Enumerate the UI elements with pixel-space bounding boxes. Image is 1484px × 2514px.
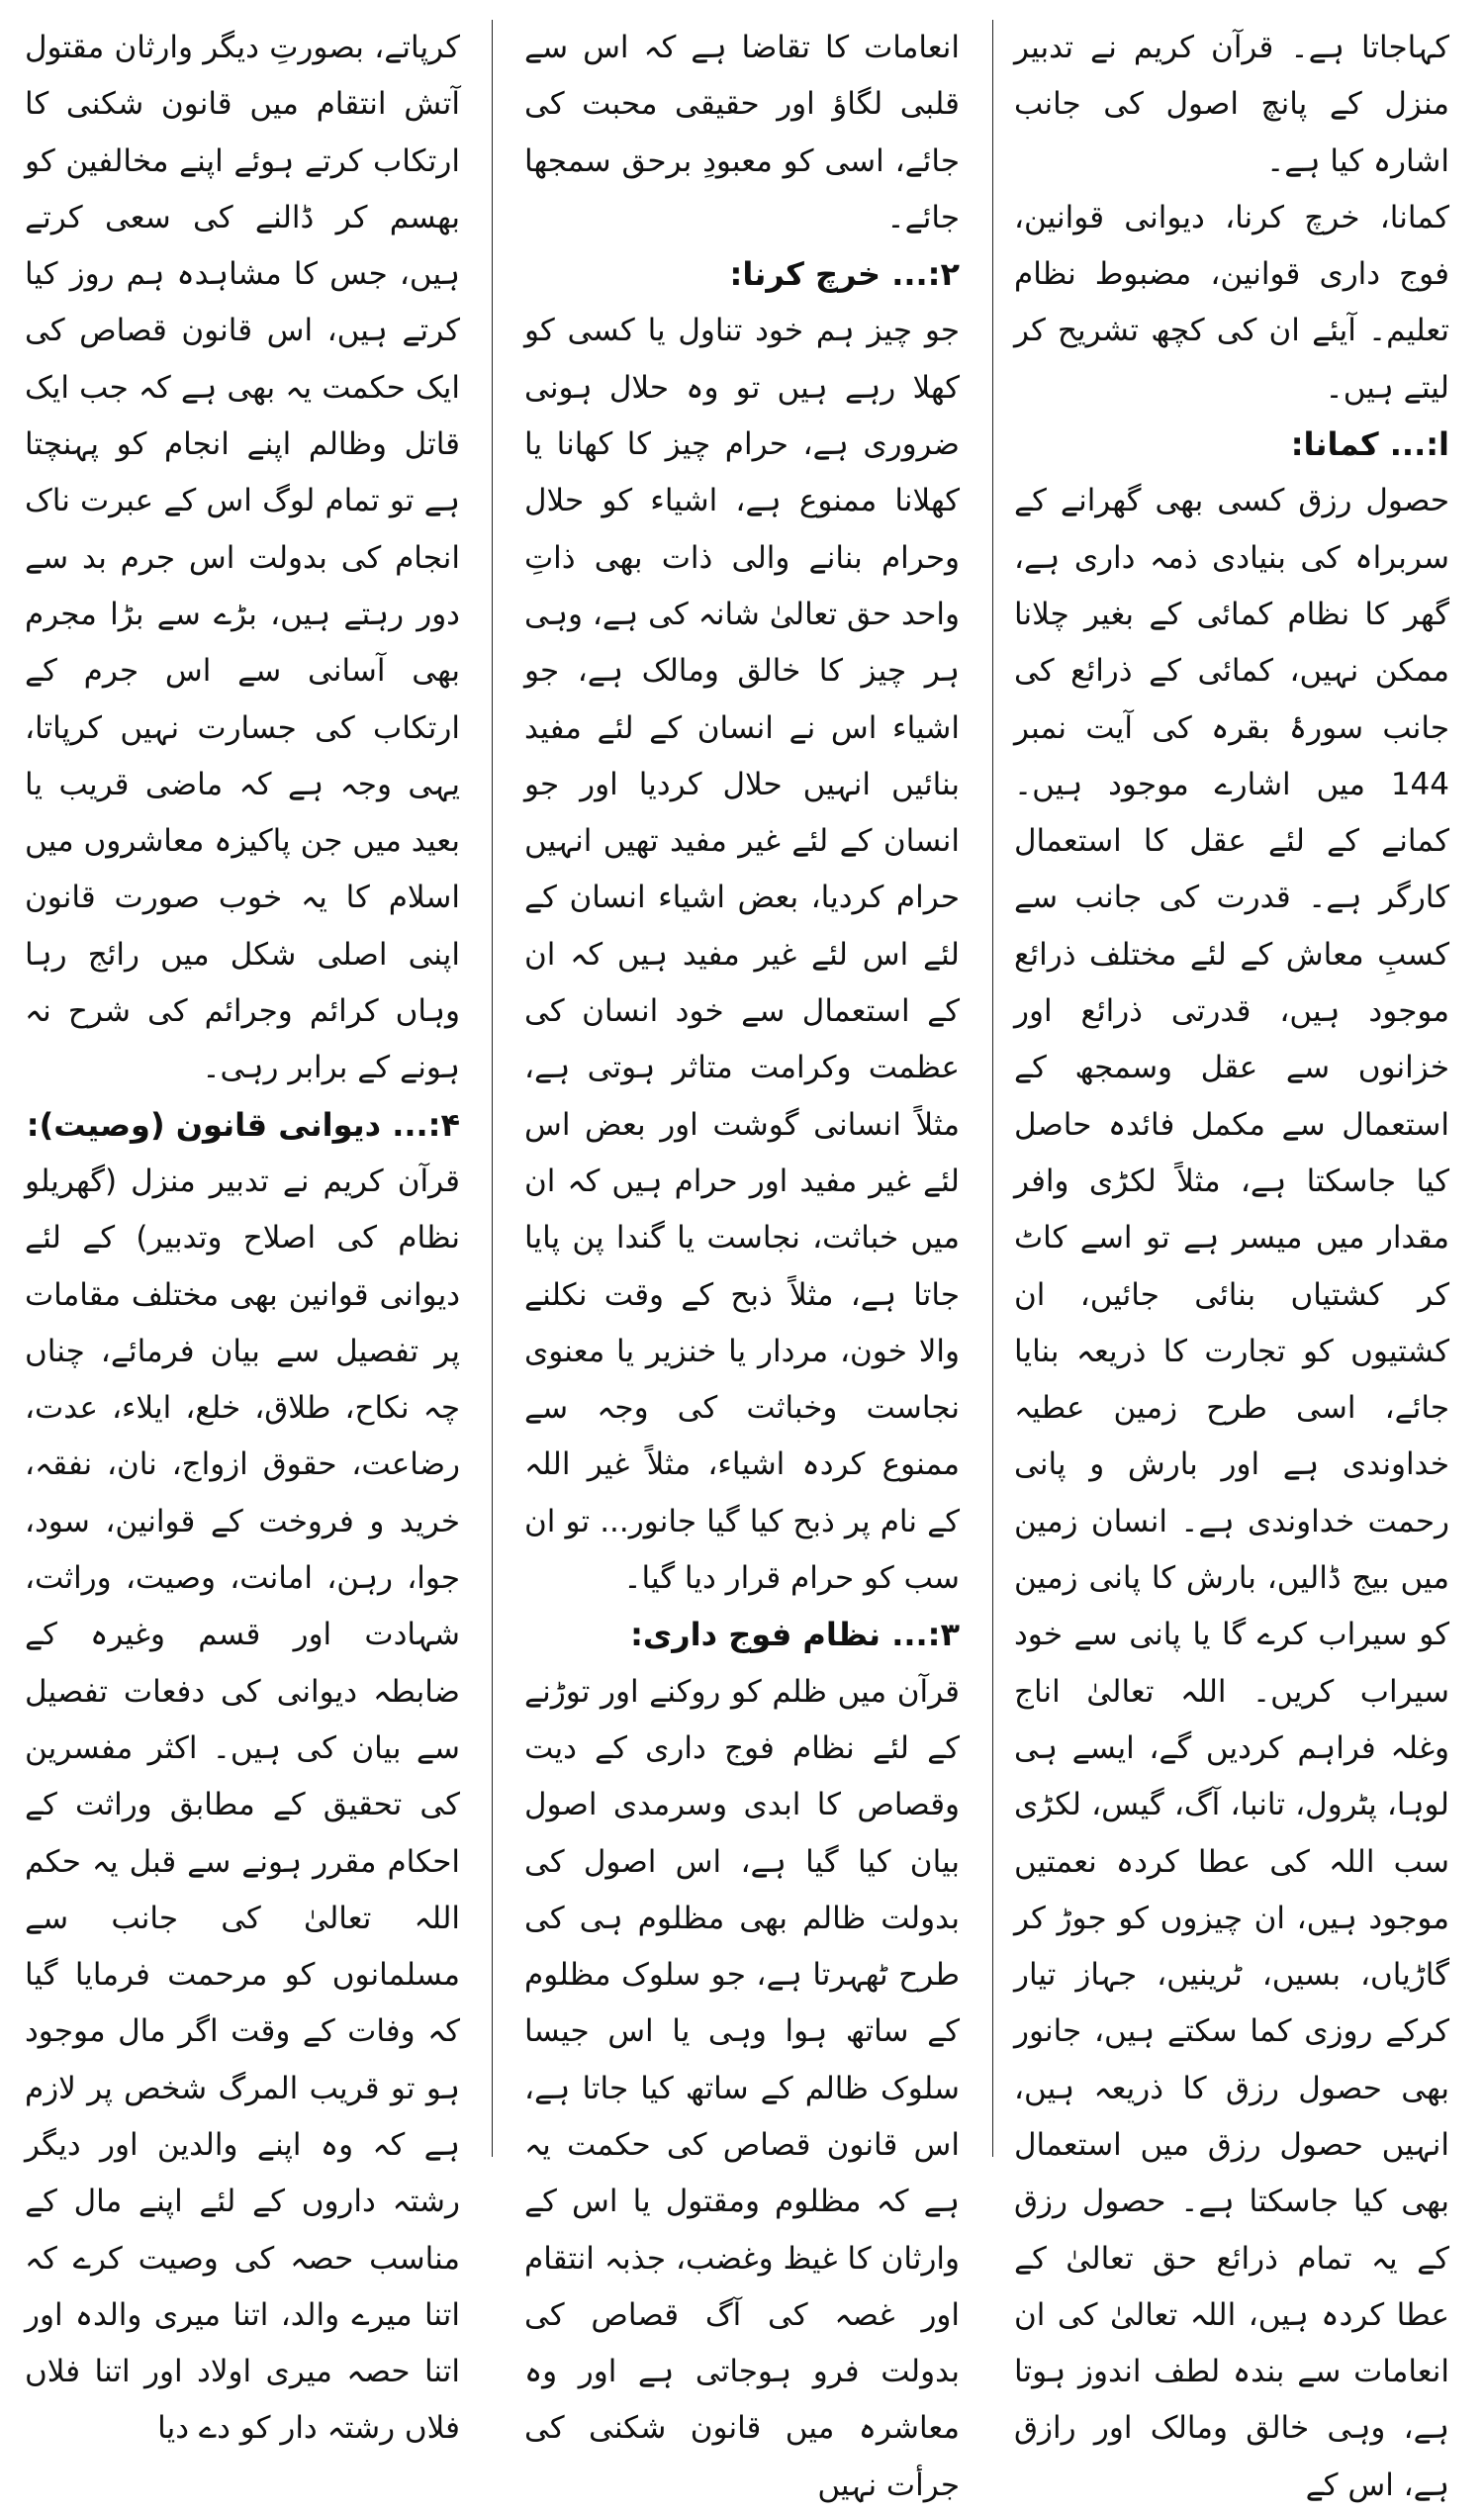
paragraph: انعامات کا تقاضا ہے کہ اس سے قلبی لگاؤ اور حقیقی محبت کی جائے، اسی کو معبودِ برحق سمجھا جائے۔ [524, 30, 960, 235]
paragraph: کمانا، خرچ کرنا، دیوانی قوانین، فوج داری قوانین، مضبوط نظام تعلیم۔ آیئے ان کی کچھ تشریح کر لیتے ہیں۔ [1014, 199, 1449, 406]
paragraph: قرآن میں ظلم کو روکنے اور توڑنے کے لئے نظام فوج داری کے دیت وقصاص کا ابدی وسرمدی اصول بیان کیا گیا ہے، اس اصول کی بدولت ظالم بھی مظلوم ہی کی طرح ٹھہرتا ہے، جو سلوک مظلوم کے ساتھ ہوا وہی یا اس جیسا سلوک ظالم کے ساتھ کیا جاتا ہے، اس قانون قصاص کی حکمت یہ ہے کہ مظلوم ومقتول یا اس کے وارثان کا غیظ وغضب، جذبہ انتقام اور غصہ کی آگ قصاص کی بدولت فرو ہوجاتی ہے اور وہ معاشرہ میں قانون شکنی کی جرأت نہیں [524, 1673, 960, 2503]
paragraph: کہاجاتا ہے۔ قرآن کریم نے تدبیر منزل کے پانچ اصول کی جانب اشارہ کیا ہے۔ [1014, 30, 1449, 179]
column-divider [992, 20, 993, 2157]
section-heading: ا:... کمانا: [1290, 425, 1449, 464]
column-divider [492, 20, 493, 2157]
column-middle [524, 20, 960, 2503]
section-heading: ۴:... دیوانی قانون (وصیت): [26, 1105, 460, 1144]
column-left [25, 20, 460, 2447]
paragraph: قرآن کریم نے تدبیر منزل (گھریلو نظام کی اصلاح وتدبیر) کے لئے دیوانی قوانین بھی مختلف مقامات پر تفصیل سے بیان فرمائے، چناں چہ نکاح، طلاق، خلع، ایلاء، عدت، رضاعت، حقوق ازواج، نان، نفقہ، خرید و فروخت کے قوانین، سود، جوا، رہن، امانت، وصیت، وراثت، شہادت اور قسم وغیرہ کے ضابطہ دیوانی کی دفعات تفصیل سے بیان کی ہیں۔ اکثر مفسرین کی تحقیق کے مطابق وراثت کے احکام مقرر ہونے سے قبل یہ حکم اللہ تعالیٰ کی جانب سے مسلمانوں کو مرحمت فرمایا گیا کہ وفات کے وقت اگر مال موجود ہو تو قریب المرگ شخص پر لازم ہے کہ وہ اپنے والدین اور دیگر رشتہ داروں کے لئے اپنے مال کے مناسب حصہ کی وصیت کرے کہ اتنا میرے والد، اتنا میری والدہ اور اتنا حصہ میری اولاد اور اتنا فلاں فلاں رشتہ دار کو دے دیا [25, 1163, 460, 2447]
paragraph: حصول رزق کسی بھی گھرانے کے سربراہ کی بنیادی ذمہ داری ہے، گھر کا نظام کمائی کے بغیر چلانا ممکن نہیں، کمائی کے ذرائع کی جانب سورۂ بقرہ کی آیت نمبر 144 میں اشارے موجود ہیں۔ کمانے کے لئے عقل کا استعمال کارگر ہے۔ قدرت کی جانب سے کسبِ معاش کے لئے مختلف ذرائع موجود ہیں، قدرتی ذرائع اور خزانوں سے عقل وسمجھ کے استعمال سے مکمل فائدہ حاصل کیا جاسکتا ہے، مثلاً لکڑی وافر مقدار میں میسر ہے تو اسے کاٹ کر کشتیاں بنائی جائیں، ان کشتیوں کو تجارت کا ذریعہ بنایا جائے، اسی طرح زمین عطیہ خداوندی ہے اور بارش و پانی رحمت خداوندی ہے۔ انسان زمین میں بیج ڈالیں، بارش کا پانی زمین کو سیراب کرے گا یا پانی سے خود سیراب کریں۔ اللہ تعالیٰ اناج وغلہ فراہم کردیں گے، ایسے ہی لوہا، پٹرول، تانبا، آگ، گیس، لکڑی سب اللہ کی عطا کردہ نعمتیں موجود ہیں، ان چیزوں کو جوڑ کر گاڑیاں، بسیں، ٹرینیں، جہاز تیار کرکے روزی کما سکتے ہیں، جانور بھی حصول رزق کا ذریعہ ہیں، انہیں حصول رزق میں استعمال بھی کیا جاسکتا ہے۔ حصول رزق کے یہ تمام ذرائع حق تعالیٰ کے عطا کردہ ہیں، اللہ تعالیٰ کی ان انعامات سے بندہ لطف اندوز ہوتا ہے، وہی خالق ومالک اور رازق ہے، اس کے [1014, 483, 1449, 2503]
column-right [1014, 20, 1449, 2503]
section-heading: ۳:... نظام فوج داری: [630, 1616, 960, 1654]
paragraph: جو چیز ہم خود تناول یا کسی کو کھلا رہے ہیں تو وہ حلال ہونی ضروری ہے، حرام چیز کا کھانا یا کھلانا ممنوع ہے، اشیاء کو حلال وحرام بنانے والی ذات بھی ذاتِ واحد حق تعالیٰ شانہ کی ہے، وہی ہر چیز کا خالق ومالک ہے، جو اشیاء اس نے انسان کے لئے مفید بنائیں انہیں حلال کردیا اور جو انسان کے لئے غیر مفید تھیں انہیں حرام کردیا، بعض اشیاء انسان کے لئے اس لئے غیر مفید ہیں کہ ان کے استعمال سے خود انسان کی عظمت وکرامت متاثر ہوتی ہے، مثلاً انسانی گوشت اور بعض اس لئے غیر مفید اور حرام ہیں کہ ان میں خباثت، نجاست یا گندا پن پایا جاتا ہے، مثلاً ذبح کے وقت نکلنے والا خون، مردار یا خنزیر یا معنوی نجاست وخباثت کی وجہ سے ممنوع کردہ اشیاء، مثلاً غیر اللہ کے نام پر ذبح کیا گیا جانور... تو ان سب کو حرام قرار دیا گیا۔ [524, 313, 960, 1597]
section-heading: ۲:... خرچ کرنا: [729, 255, 960, 294]
paragraph: کرپاتے، بصورتِ دیگر وارثان مقتول آتش انتقام میں قانون شکنی کا ارتکاب کرتے ہوئے اپنے مخالفین کو بھسم کر ڈالنے کی سعی کرتے ہیں، جس کا مشاہدہ ہم روز کیا کرتے ہیں، اس قانون قصاص کی ایک حکمت یہ بھی ہے کہ جب ایک قاتل وظالم اپنے انجام کو پہنچتا ہے تو تمام لوگ اس کے عبرت ناک انجام کی بدولت اس جرم بد سے دور رہتے ہیں، بڑے سے بڑا مجرم بھی آسانی سے اس جرم کے ارتکاب کی جسارت نہیں کرپاتا، یہی وجہ ہے کہ ماضی قریب یا بعید میں جن پاکیزہ معاشروں میں اسلام کا یہ خوب صورت قانون اپنی اصلی شکل میں رائج رہا وہاں کرائم وجرائم کی شرح نہ ہونے کے برابر رہی۔ [25, 30, 460, 1086]
